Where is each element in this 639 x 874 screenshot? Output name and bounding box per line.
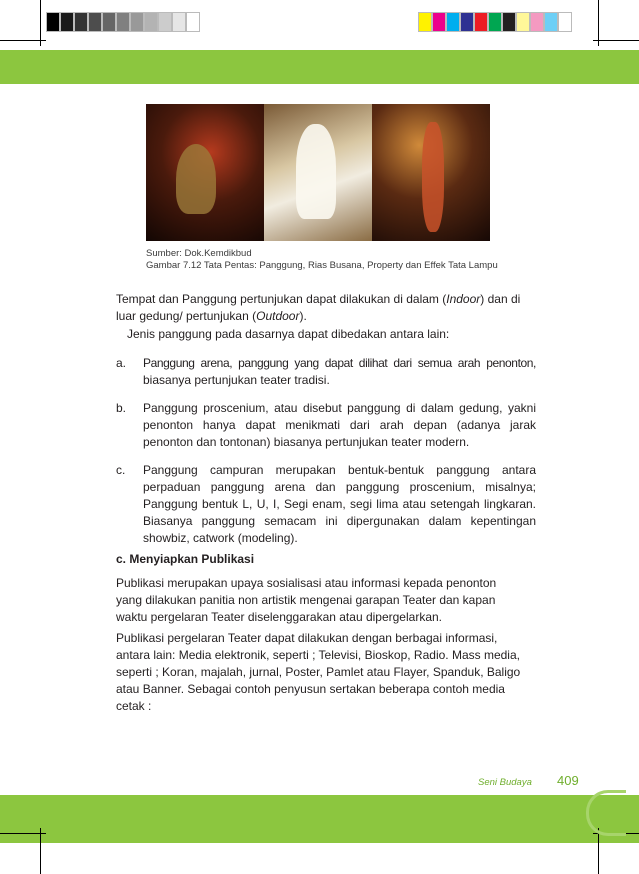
paragraph-line: Publikasi pergelaran Teater dapat dilakukan dengan berbagai informasi, xyxy=(116,631,498,645)
crop-mark xyxy=(598,828,599,874)
paragraph-line: seperti ; Koran, majalah, jurnal, Poster, Pamlet atau Flayer, Spanduk, Baligo xyxy=(116,665,521,679)
color-swatch xyxy=(172,12,186,32)
color-swatch xyxy=(446,12,460,32)
paragraph-line: yang dilakukan panitia non artistik mengenai garapan Teater dan kapan xyxy=(116,593,496,607)
list-line: showbiz, catwork (modeling). xyxy=(143,531,298,545)
color-swatch xyxy=(88,12,102,32)
types-intro: Jenis panggung pada dasarnya dapat dibedakan antara lain: xyxy=(127,327,450,341)
color-swatch xyxy=(530,12,544,32)
figure-source: Sumber: Dok.Kemdikbud xyxy=(146,248,252,259)
color-swatch xyxy=(130,12,144,32)
footer-band xyxy=(0,795,639,843)
list-line: perpaduan panggung arena dan panggung proscenium, misalnya; xyxy=(143,480,536,494)
color-swatch xyxy=(488,12,502,32)
list-marker: a. xyxy=(116,356,127,370)
list-line: Panggung arena, panggung yang dapat dilihat dari semua arah penonton, xyxy=(143,356,536,370)
list-item xyxy=(116,462,536,547)
list-line: Biasanya panggung semacam ini dipergunakan dalam kepentingan xyxy=(143,514,536,528)
paragraph-line: antara lain: Media elektronik, seperti ; Televisi, Bioskop, Radio. Mass media, xyxy=(116,648,520,662)
list-line: penonton hanya dapat menikmati dari arah depan (adanya jarak xyxy=(143,418,536,432)
color-swatch xyxy=(460,12,474,32)
paragraph-line: Publikasi merupakan upaya sosialisasi atau informasi kepada penonton xyxy=(116,576,497,590)
color-swatch xyxy=(516,12,530,32)
list-item xyxy=(116,400,536,451)
paragraph-line: cetak : xyxy=(116,699,152,713)
list-line: biasanya pertunjukan teater tradisi. xyxy=(143,373,330,387)
publikasi-paragraph-2 xyxy=(116,630,536,715)
list-line: penonton dan tontonan) biasanya pertunjukan teater modern. xyxy=(143,435,470,449)
page-number: 409 xyxy=(557,773,579,788)
page-corner-decoration xyxy=(586,790,626,836)
figure-photo-strip xyxy=(146,104,490,241)
color-swatch xyxy=(46,12,60,32)
color-swatch xyxy=(144,12,158,32)
color-swatch xyxy=(558,12,572,32)
list-line: Panggung campuran merupakan bentuk-bentuk panggung antara xyxy=(143,463,536,477)
list-marker: c. xyxy=(116,463,126,477)
print-color-bar xyxy=(418,12,572,32)
list-marker: b. xyxy=(116,401,127,415)
list-line: Panggung bentuk L, U, I, Segi enam, segi lima atau setengah lingkaran. xyxy=(143,497,536,511)
crop-mark xyxy=(0,833,46,834)
color-swatch xyxy=(74,12,88,32)
paragraph-line: waktu pergelaran Teater diselenggarakan atau dipergelarkan. xyxy=(116,610,442,624)
color-swatch xyxy=(186,12,200,32)
list-item xyxy=(116,355,536,389)
color-swatch xyxy=(544,12,558,32)
intro-line-1: Tempat dan Panggung pertunjukan dapat dilakukan di dalam (Indoor) dan di xyxy=(116,292,521,306)
color-swatch xyxy=(432,12,446,32)
color-swatch xyxy=(102,12,116,32)
paragraph-line: atau Banner. Sebagai contoh penyusun sertakan beberapa contoh media xyxy=(116,682,505,696)
crop-mark xyxy=(0,40,46,41)
book-title: Seni Budaya xyxy=(478,777,532,788)
crop-mark xyxy=(40,828,41,874)
color-swatch xyxy=(158,12,172,32)
figure-caption: Gambar 7.12 Tata Pentas: Panggung, Rias Busana, Property dan Effek Tata Lampu xyxy=(146,260,498,271)
makeup-costume-photo xyxy=(264,104,372,241)
color-swatch xyxy=(502,12,516,32)
crop-mark xyxy=(593,40,639,41)
list-line: Panggung proscenium, atau disebut panggung di dalam gedung, yakni xyxy=(143,401,536,415)
publikasi-paragraph-1 xyxy=(116,575,536,626)
header-band xyxy=(0,50,639,84)
lighting-effect-photo xyxy=(372,104,490,241)
gray-color-bar xyxy=(46,12,200,32)
intro-paragraph xyxy=(116,291,536,325)
color-swatch xyxy=(474,12,488,32)
section-heading: c. Menyiapkan Publikasi xyxy=(116,552,255,566)
stage-performer-photo xyxy=(146,104,264,241)
color-swatch xyxy=(116,12,130,32)
color-swatch xyxy=(60,12,74,32)
intro-line-2: luar gedung/ pertunjukan (Outdoor). xyxy=(116,309,307,323)
color-swatch xyxy=(418,12,432,32)
